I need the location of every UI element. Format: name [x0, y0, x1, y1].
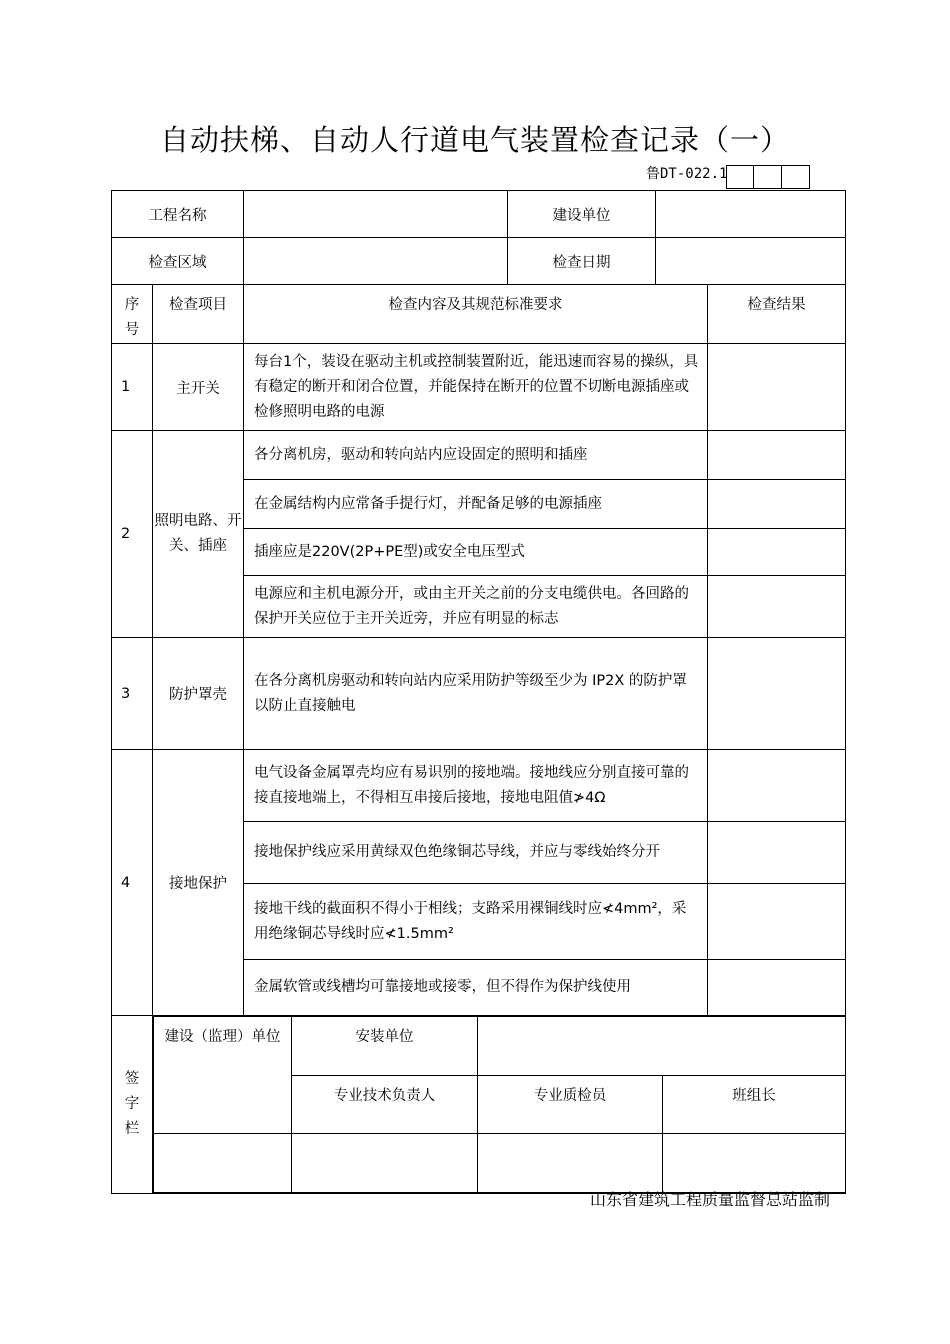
team-leader-label: 班组长 — [663, 1076, 846, 1134]
row-item: 照明电路、开关、插座 — [153, 431, 244, 638]
sign-area — [153, 1016, 846, 1194]
installer-field[interactable] — [478, 1017, 846, 1076]
row-content: 各分离机房，驱动和转向站内应设固定的照明和插座 — [244, 431, 708, 480]
code-box[interactable] — [782, 165, 810, 189]
result-cell[interactable] — [708, 344, 846, 431]
result-cell[interactable] — [708, 431, 846, 480]
row-content: 金属软管或线槽均可靠接地或接零，但不得作为保护线使用 — [244, 960, 708, 1016]
qc-label: 专业质检员 — [478, 1076, 663, 1134]
result-cell[interactable] — [708, 822, 846, 884]
qc-signature[interactable] — [478, 1134, 663, 1193]
row-content: 在各分离机房驱动和转向站内应采用防护等级至少为 IP2X 的防护罩以防止直接触电 — [244, 638, 708, 750]
row-content: 接地干线的截面积不得小于相线；支路采用裸铜线时应≮4mm²，采用绝缘铜芯导线时应≮1.5mm² — [244, 884, 708, 960]
row-item: 主开关 — [153, 344, 244, 431]
row-num: 2 — [112, 431, 153, 638]
installer-label: 安装单位 — [292, 1017, 478, 1076]
result-cell[interactable] — [708, 638, 846, 750]
result-cell[interactable] — [708, 884, 846, 960]
construction-unit-label: 建设单位 — [508, 191, 656, 238]
row-content: 在金属结构内应常备手提行灯，并配备足够的电源插座 — [244, 480, 708, 529]
seq-header: 序号 — [112, 285, 153, 344]
code-box[interactable] — [754, 165, 782, 189]
tech-lead-label: 专业技术负责人 — [292, 1076, 478, 1134]
form-code-boxes — [726, 165, 810, 189]
row-num: 3 — [112, 638, 153, 750]
row-num: 1 — [112, 344, 153, 431]
team-leader-signature[interactable] — [663, 1134, 846, 1193]
result-cell[interactable] — [708, 480, 846, 529]
inspection-date-label: 检查日期 — [508, 238, 656, 285]
client-signature[interactable] — [154, 1134, 292, 1193]
construction-unit-field[interactable] — [656, 191, 846, 238]
inspection-area-field[interactable] — [244, 238, 508, 285]
row-item: 防护罩壳 — [153, 638, 244, 750]
page-title: 自动扶梯、自动人行道电气装置检查记录（一） — [159, 123, 790, 157]
row-content: 接地保护线应采用黄绿双色绝缘铜芯导线，并应与零线始终分开 — [244, 822, 708, 884]
row-content: 电气设备金属罩壳均应有易识别的接地端。接地线应分别直接可靠的接直接地端上，不得相互串接后接地，接地电阻值≯4Ω — [244, 750, 708, 822]
row-content: 插座应是220V(2P+PE型)或安全电压型式 — [244, 529, 708, 576]
result-cell[interactable] — [708, 576, 846, 638]
row-item: 接地保护 — [153, 750, 244, 1016]
code-box[interactable] — [726, 165, 754, 189]
result-cell[interactable] — [708, 750, 846, 822]
result-cell[interactable] — [708, 960, 846, 1016]
footer-issuer: 山东省建筑工程质量监督总站监制 — [590, 1190, 831, 1209]
form-code: 鲁DT-022.1 — [646, 166, 728, 182]
row-content: 电源应和主机电源分开，或由主开关之前的分支电缆供电。各回路的保护开关应位于主开关近旁，并应有明显的标志 — [244, 576, 708, 638]
inspection-table — [111, 190, 846, 1194]
result-cell[interactable] — [708, 529, 846, 576]
inspection-area-label: 检查区域 — [112, 238, 244, 285]
inspection-date-field[interactable] — [656, 238, 846, 285]
tech-lead-signature[interactable] — [292, 1134, 478, 1193]
item-header: 检查项目 — [153, 285, 244, 344]
row-content: 每台1个，装设在驱动主机或控制装置附近，能迅速而容易的操纵，具有稳定的断开和闭合位置，并能保持在断开的位置不切断电源插座或检修照明电路的电源 — [244, 344, 708, 431]
row-num: 4 — [112, 750, 153, 1016]
project-name-field[interactable] — [244, 191, 508, 238]
content-header: 检查内容及其规范标准要求 — [244, 285, 708, 344]
client-label: 建设（监理）单位 — [154, 1017, 292, 1134]
result-header: 检查结果 — [708, 285, 846, 344]
project-name-label: 工程名称 — [112, 191, 244, 238]
sign-section-label: 签字栏 — [112, 1016, 153, 1194]
